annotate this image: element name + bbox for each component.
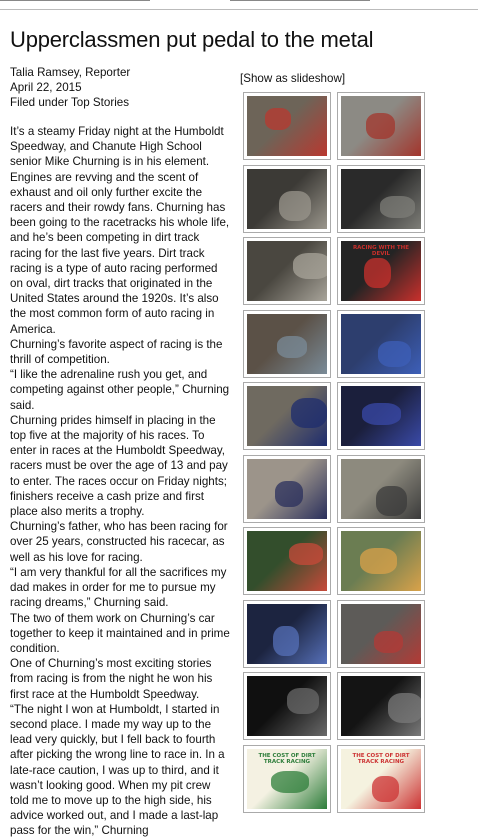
paragraph: The two of them work on Churning’s car together to keep it maintained and in prime condition. <box>10 611 230 655</box>
photo-racing-harness[interactable] <box>337 310 425 378</box>
thumbnail-image <box>341 531 421 591</box>
thumbnail-image <box>247 604 327 664</box>
article-body <box>10 124 232 839</box>
thumbnail-image <box>341 676 421 736</box>
photo-cost-poster-1[interactable] <box>243 745 331 813</box>
thumbnail-caption: RACING WITH THE DEVIL <box>352 245 410 257</box>
photo-trophy-crowd[interactable] <box>243 527 331 595</box>
thumbnail-image <box>341 459 421 519</box>
paragraph: “The night I won at Humboldt, I started in second place. I made my way up to the lead very quickly, but I fell back to fourth after picking the wrong line to race in. In a late-race caution, I was up to third, and it wasn’t looking good. When my pit crew told me to move up to the high side, his advice worked out, and I made a last-lap pass for the win,” Churning <box>10 702 225 838</box>
paragraph: It’s a steamy Friday night at the Humboldt Speedway, and Chanute High School senior Mike Churning is in his element. Engines are revving and the scent of exhaust and oil only further excite the racers and their rowdy fans. Churning has been going to the racetracks his whole life, and he’s been competing in dirt track racing for the last five years. Dirt track racing is a type of auto racing performed on oval, dirt tracks that originated in the United States around the 1920s. It’s also the most common form of auto racing in America. <box>10 125 230 336</box>
photo-engine-bay[interactable] <box>243 165 331 233</box>
article-meta <box>10 65 130 110</box>
paragraph: “I like the adrenaline rush you get, and competing against other people,” Churning said. <box>10 368 230 412</box>
photo-car-cockpit[interactable] <box>337 165 425 233</box>
thumbnail-image <box>341 604 421 664</box>
photo-open-hood[interactable] <box>243 237 331 305</box>
thumbnail-image <box>247 96 327 156</box>
thumbnail-image <box>247 241 327 301</box>
author-byline: Talia Ramsey, Reporter <box>10 66 131 79</box>
thumbnail-image <box>247 749 327 809</box>
thumbnail-caption: THE COST OF DIRT TRACK RACING <box>352 753 410 765</box>
thumbnail-image <box>247 531 327 591</box>
show-slideshow-link[interactable]: [Show as slideshow] <box>240 72 346 85</box>
thumbnail-image <box>247 676 327 736</box>
publish-date: April 22, 2015 <box>10 81 82 94</box>
paragraph: Churning’s father, who has been racing for over 25 years, constructed his racecar, as well as his love for racing. <box>10 520 228 564</box>
paragraph: Churning prides himself in placing in the top five at the majority of his races. To enter in races at the Humboldt Speedway, racers must be over the age of 13 and pay to enter. The races occur on Friday nights; finishers receive a cash prize and first place also merits a trophy. <box>10 413 228 519</box>
thumbnail-image <box>341 241 421 301</box>
thumbnail-image <box>341 96 421 156</box>
photo-mechanic-red-shirt[interactable] <box>243 92 331 160</box>
thumbnail-image <box>341 169 421 229</box>
photo-garage-red-shirt[interactable] <box>337 92 425 160</box>
paragraph: “I am very thankful for all the sacrifices my dad makes in order for me to pursue my racing dreams,” Churning said. <box>10 565 227 610</box>
filed-under: Filed under Top Stories <box>10 96 130 109</box>
photo-night-crowd[interactable] <box>243 672 331 740</box>
paragraph: Churning’s favorite aspect of racing is the thrill of competition. <box>10 337 223 367</box>
photo-car-cockpit-blue[interactable] <box>243 600 331 668</box>
thumbnail-image <box>247 459 327 519</box>
top-divider <box>0 0 478 10</box>
photo-racecar-flag[interactable] <box>337 600 425 668</box>
thumbnail-image <box>247 386 327 446</box>
photo-wheel-work[interactable] <box>243 310 331 378</box>
photo-night-group[interactable] <box>337 672 425 740</box>
photo-cost-poster-2[interactable] <box>337 745 425 813</box>
thumbnail-image <box>247 169 327 229</box>
photo-track-racecar[interactable] <box>243 382 331 450</box>
photo-racing-with-devil-decal[interactable] <box>337 237 425 305</box>
photo-racecar-front[interactable] <box>337 455 425 523</box>
thumbnail-image <box>247 314 327 374</box>
article-title: Upperclassmen put pedal to the metal <box>10 27 374 52</box>
paragraph: One of Churning’s most exciting stories from racing is from the night he won his first race at the Humboldt Speedway. <box>10 657 213 701</box>
photo-blue-racecar[interactable] <box>337 382 425 450</box>
thumbnail-image <box>341 386 421 446</box>
photo-racecar-side[interactable] <box>243 455 331 523</box>
thumbnail-image <box>341 749 421 809</box>
photo-trophy-presentation[interactable] <box>337 527 425 595</box>
thumbnail-caption: THE COST OF DIRT TRACK RACING <box>258 753 316 765</box>
thumbnail-image <box>341 314 421 374</box>
